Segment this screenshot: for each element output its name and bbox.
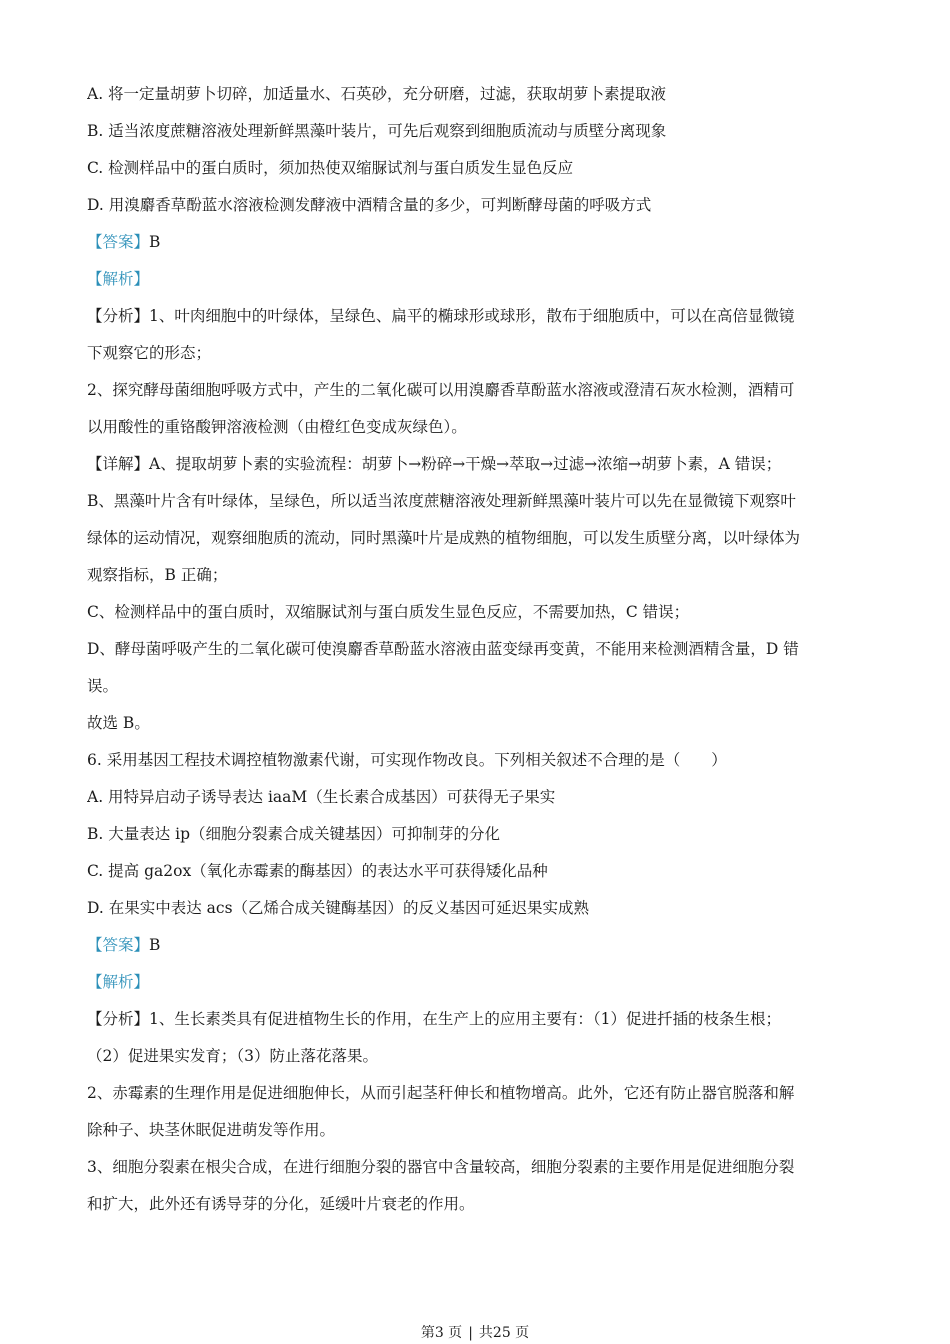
q5-option-b: B. 适当浓度蔗糖溶液处理新鲜黑藻叶装片，可先后观察到细胞质流动与质壁分离现象 <box>87 122 667 140</box>
analysis-text: 1、叶肉细胞中的叶绿体，呈绿色、扁平的椭球形或球形，散布于细胞质中，可以在高倍显微镜 <box>149 307 795 325</box>
q6-option-a: A. 用特异启动子诱导表达 iaaM（生长素合成基因）可获得无子果实 <box>87 788 556 806</box>
document-body <box>87 76 862 1223</box>
analysis-tag: 【分析】 <box>87 307 150 325</box>
q5-conclusion: 故选 B。 <box>87 714 150 732</box>
q6-analysis-line: （2）促进果实发育；（3）防止落花落果。 <box>87 1047 378 1065</box>
footer-separator: | <box>468 1325 473 1341</box>
q6-option-c: C. 提高 ga2ox（氧化赤霉素的酶基因）的表达水平可获得矮化品种 <box>87 862 548 880</box>
page-number: 第3 页 <box>420 1325 463 1341</box>
q5-detail-line: C、检测样品中的蛋白质时，双缩脲试剂与蛋白质发生显色反应，不需要加热，C 错误； <box>87 603 690 621</box>
q6-option-b: B. 大量表达 ip（细胞分裂素合成关键基因）可抑制芽的分化 <box>87 825 501 843</box>
answer-value: B <box>149 936 161 954</box>
explain-tag: 【解析】 <box>87 973 150 991</box>
page-footer <box>0 1322 950 1342</box>
q6-stem: 6. 采用基因工程技术调控植物激素代谢，可实现作物改良。下列相关叙述不合理的是（ ） <box>87 751 727 769</box>
q5-analysis-line: 下观察它的形态； <box>87 344 212 362</box>
q5-detail-line <box>87 446 862 483</box>
detail-tag: 【详解】 <box>87 455 150 473</box>
q5-analysis-line <box>87 298 862 335</box>
q6-option-d: D. 在果实中表达 acs（乙烯合成关键酶基因）的反义基因可延迟果实成熟 <box>87 899 590 917</box>
q6-analysis-line: 和扩大，此外还有诱导芽的分化，延缓叶片衰老的作用。 <box>87 1195 475 1213</box>
answer-tag: 【答案】 <box>87 936 150 954</box>
q5-option-c: C. 检测样品中的蛋白质时，须加热使双缩脲试剂与蛋白质发生显色反应 <box>87 159 574 177</box>
page-total: 共25 页 <box>478 1325 530 1341</box>
q5-analysis-line: 2、探究酵母菌细胞呼吸方式中，产生的二氧化碳可以用溴麝香草酚蓝水溶液或澄清石灰水检测，酒精可 <box>87 381 795 399</box>
q5-option-d: D. 用溴麝香草酚蓝水溶液检测发酵液中酒精含量的多少，可判断酵母菌的呼吸方式 <box>87 196 652 214</box>
q5-option-a: A. 将一定量胡萝卜切碎，加适量水、石英砂，充分研磨，过滤，获取胡萝卜素提取液 <box>87 85 667 103</box>
analysis-tag: 【分析】 <box>87 1010 150 1028</box>
q5-detail-line: 误。 <box>87 677 119 695</box>
explain-tag: 【解析】 <box>87 270 150 288</box>
q5-detail-line: D、酵母菌呼吸产生的二氧化碳可使溴麝香草酚蓝水溶液由蓝变绿再变黄，不能用来检测酒精含量，D 错 <box>87 640 799 658</box>
q6-analysis-line: 3、细胞分裂素在根尖合成，在进行细胞分裂的器官中含量较高，细胞分裂素的主要作用是促进细胞分裂 <box>87 1158 795 1176</box>
q6-analysis-line: 除种子、块茎休眠促进萌发等作用。 <box>87 1121 336 1139</box>
q6-explain <box>87 964 862 1001</box>
answer-tag: 【答案】 <box>87 233 150 251</box>
q6-analysis-line: 2、赤霉素的生理作用是促进细胞伸长，从而引起茎秆伸长和植物增高。此外，它还有防止器官脱落和解 <box>87 1084 795 1102</box>
q5-explain <box>87 261 862 298</box>
q5-detail-line: 绿体的运动情况，观察细胞质的流动，同时黑藻叶片是成熟的植物细胞，可以发生质壁分离，以叶绿体为 <box>87 529 801 547</box>
q6-analysis-line <box>87 1001 862 1038</box>
answer-value: B <box>149 233 161 251</box>
q5-detail-line: 观察指标，B 正确； <box>87 566 228 584</box>
q5-answer <box>87 224 862 261</box>
q6-answer <box>87 927 862 964</box>
q5-detail-line: B、黑藻叶片含有叶绿体，呈绿色，所以适当浓度蔗糖溶液处理新鲜黑藻叶装片可以先在显微镜下观察叶 <box>87 492 796 510</box>
detail-text: A、提取胡萝卜素的实验流程：胡萝卜→粉碎→干燥→萃取→过滤→浓缩→胡萝卜素，A 错误； <box>149 455 782 473</box>
q5-analysis-line: 以用酸性的重铬酸钾溶液检测（由橙红色变成灰绿色）。 <box>87 418 467 436</box>
analysis-text: 1、生长素类具有促进植物生长的作用，在生产上的应用主要有：（1）促进扦插的枝条生根； <box>149 1010 781 1028</box>
